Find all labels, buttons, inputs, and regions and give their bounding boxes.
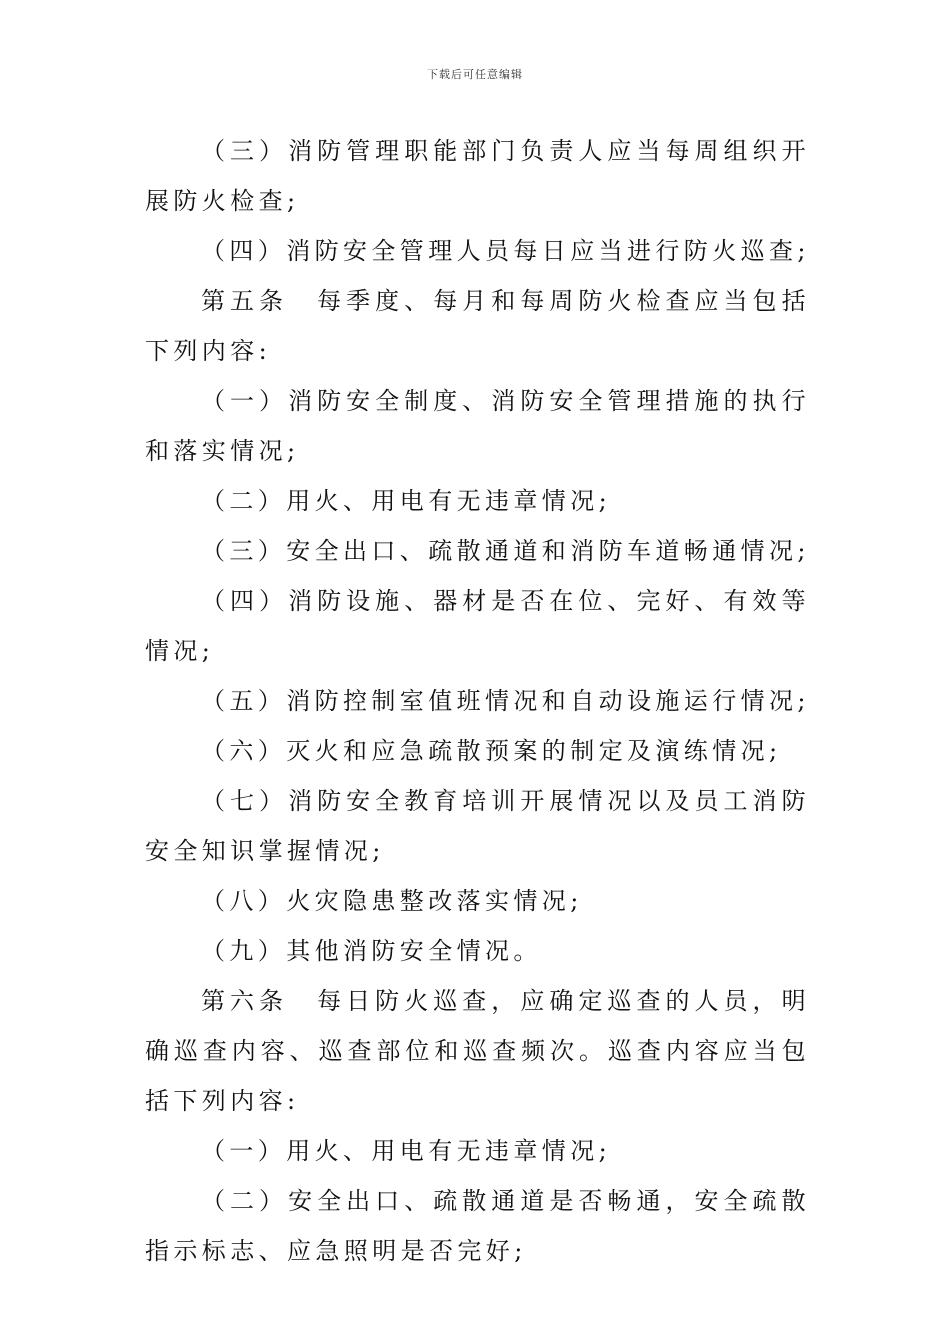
paragraph-article-5-item-6: （六）灭火和应急疏散预案的制定及演练情况; [201,737,782,765]
paragraph-article-5-item-7: （七）消防安全教育培训开展情况以及员工消防安全知识掌握情况; [145,787,810,865]
paragraph-article-5: 第五条 每季度、每月和每周防火检查应当包括下列内容: [145,287,810,365]
paragraph-article-6: 第六条 每日防火巡查，应确定巡查的人员，明确巡查内容、巡查部位和巡查频次。巡查内容应当包括下列内容: [145,987,810,1115]
paragraph-article-5-item-5: （五）消防控制室值班情况和自动设施运行情况; [201,687,810,715]
paragraph-item-4-daily-patrol: （四）消防安全管理人员每日应当进行防火巡查; [201,237,810,265]
paragraph-article-5-item-8: （八）火灾隐患整改落实情况; [201,887,583,915]
document-body [145,126,810,1276]
paragraph-article-5-item-2: （二）用火、用电有无违章情况; [201,487,612,515]
paragraph-article-6-item-2: （二）安全出口、疏散通道是否畅通，安全疏散指示标志、应急照明是否完好; [145,1187,810,1265]
paragraph-article-5-item-9: （九）其他消防安全情况。 [201,937,542,965]
download-note-header: 下载后可任意编辑 [427,68,523,81]
paragraph-item-3-weekly-check: （三）消防管理职能部门负责人应当每周组织开展防火检查; [145,137,810,215]
paragraph-article-5-item-3: （三）安全出口、疏散通道和消防车道畅通情况; [201,537,810,565]
paragraph-article-6-item-1: （一）用火、用电有无违章情况; [201,1137,612,1165]
paragraph-article-5-item-4: （四）消防设施、器材是否在位、完好、有效等情况; [145,587,810,665]
paragraph-article-5-item-1: （一）消防安全制度、消防安全管理措施的执行和落实情况; [145,387,810,465]
